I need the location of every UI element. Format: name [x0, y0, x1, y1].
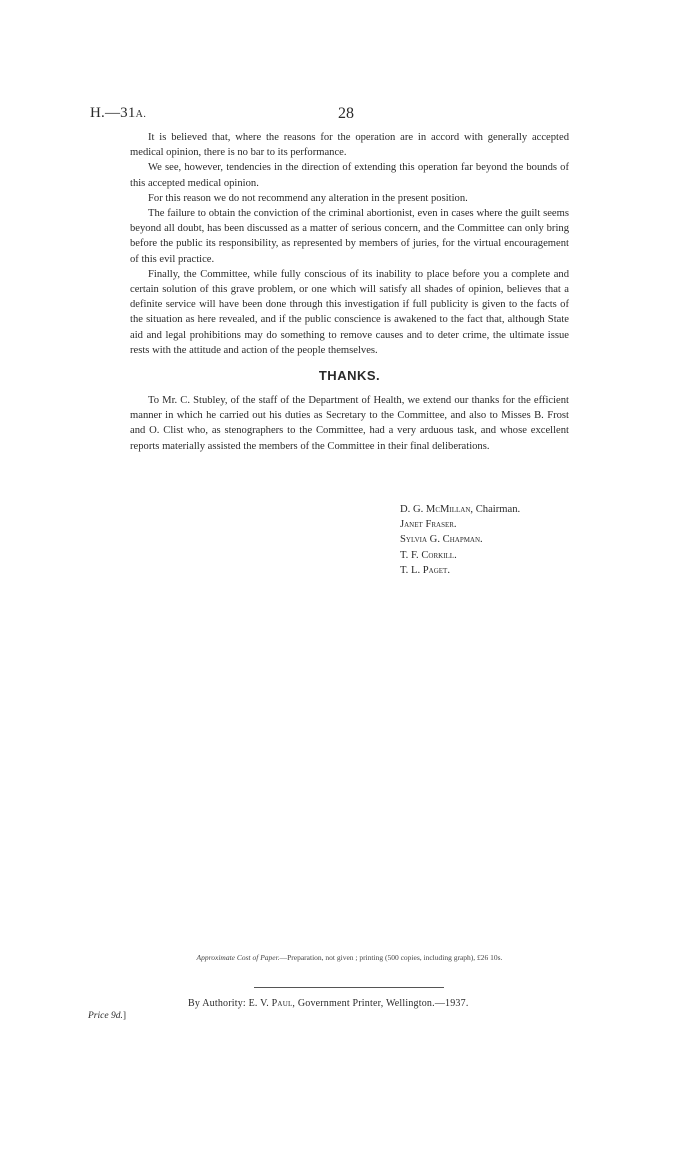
printer-authority: By Authority: E. V. Paul, Government Printer, Wellington.—1937. — [188, 998, 469, 1009]
cost-label: Approximate Cost of Paper. — [196, 953, 280, 962]
signatory: T. F. Corkill. — [400, 549, 457, 561]
thanks-paragraph: To Mr. C. Stubley, of the staff of the Department of Health, we extend our thanks for the efficient manner in which he carried out his duties as Secretary to the Committee, and also to Misses B. Frost and O. Clist who, as stenographers to the Committee, had a very arduous task, and whose excellent reports materially assisted the members of the Committee in their final deliberations. — [130, 395, 569, 452]
signatory-surname: Chapman — [442, 534, 481, 546]
price-note: Price 9d.] — [88, 1011, 126, 1021]
thanks-heading: THANKS. — [318, 368, 381, 383]
document-reference-main: H.—31 — [90, 105, 136, 121]
body-paragraph: The failure to obtain the conviction of the criminal abortionist, even in cases where the guilt seems beyond all doubt, has been discussed as a matter of serious concern, and the Committee can only bring before the public its responsibility, as represented by members of juries, for the virtual encouragement of this evil practice. — [130, 208, 569, 265]
signatory: Sylvia G. Chapman. — [400, 534, 483, 546]
thanks-section — [130, 393, 569, 454]
signatory-surname: Fraser — [425, 519, 454, 531]
signatory: D. G. McMillan, Chairman. — [400, 504, 521, 515]
cost-of-paper-note — [130, 953, 569, 962]
signatory: T. L. Paget. — [400, 564, 450, 576]
document-reference-suffix: A. — [135, 109, 147, 120]
body-paragraph: It is believed that, where the reasons for the operation are in accord with generally accepted medical opinion, there is no bar to its performance. — [130, 132, 569, 159]
signatory-surname: McMillan — [425, 504, 471, 515]
footer-divider — [254, 987, 444, 988]
document-reference — [90, 105, 146, 122]
body-paragraph: We see, however, tendencies in the direction of extending this operation far beyond the bounds of this accepted medical opinion. — [130, 162, 569, 189]
signatory-surname: Paget — [422, 564, 448, 576]
cost-detail: —Preparation, not given ; printing (500 copies, including graph), £26 10s. — [279, 953, 503, 962]
body-paragraph: Finally, the Committee, while fully conscious of its inability to place before you a complete and certain solution of this grave problem, or one which will satisfy all shades of opinion, believes that a definite service will have been done through this investigation if full publicity is given to the facts of the situation as here revealed, and if the public conscience is awakened to the fact that, although State aid and legal prohibitions may do something to remove causes and to deter crime, the ultimate issue rests with the attitude and action of the people themselves. — [130, 268, 569, 356]
signatory: Janet Fraser. — [400, 519, 457, 531]
page-number: 28 — [338, 105, 354, 122]
body-paragraph: For this reason we do not recommend any alteration in the present position. — [148, 192, 468, 204]
report-body — [130, 130, 569, 358]
signatory-list — [400, 502, 520, 578]
signatory-surname: Corkill — [421, 549, 455, 561]
printer-surname: Paul — [271, 998, 293, 1009]
